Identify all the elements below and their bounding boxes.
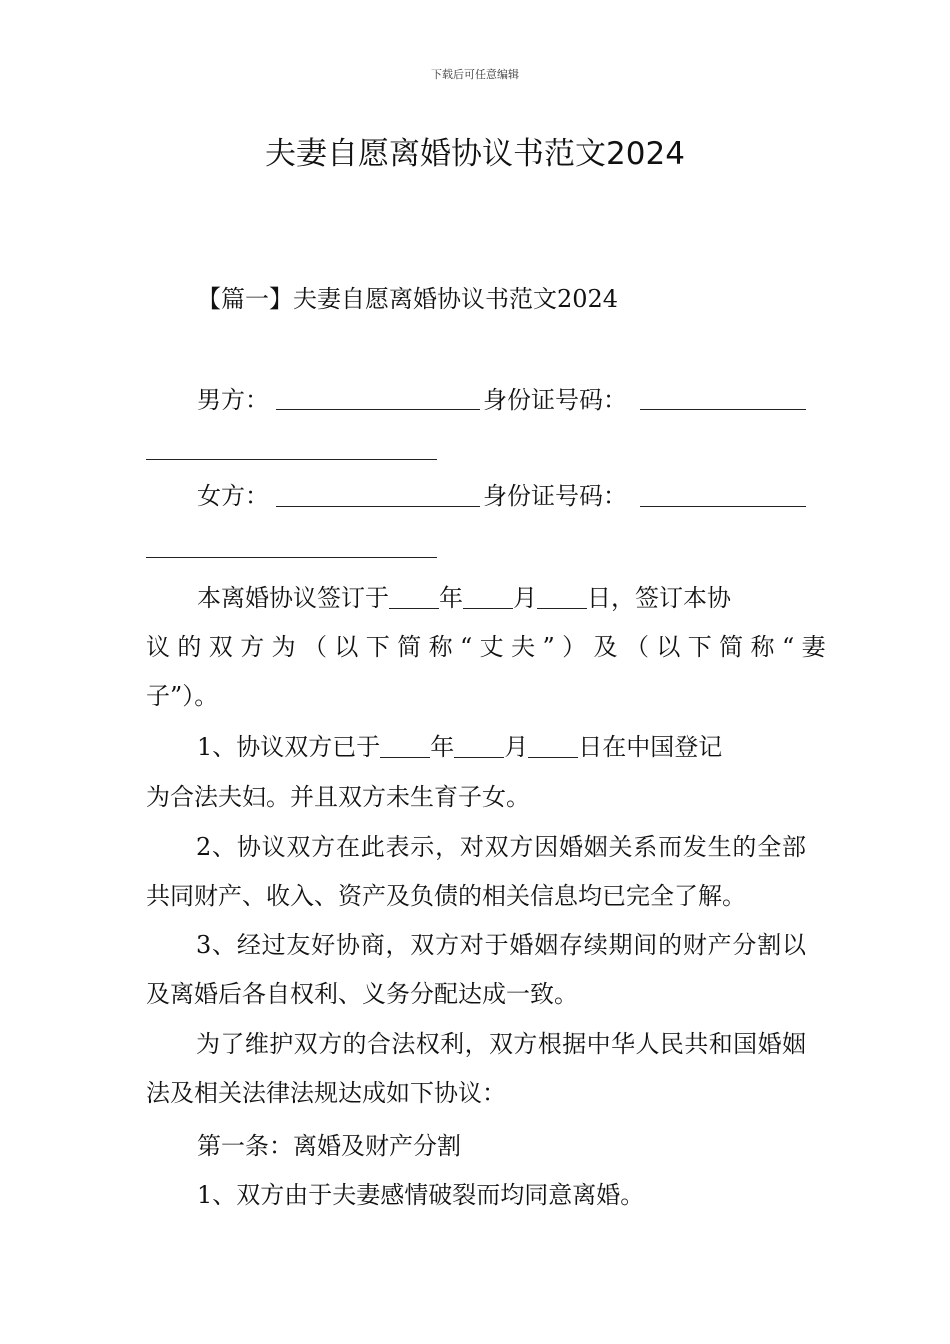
intro-day-text: 日，签订本协 [587,584,731,612]
female-id-blank-continued [146,557,437,558]
item-1-day-blank [528,735,578,758]
purpose-paragraph: 为了维护双方的合法权利，双方根据中华人民共和国婚姻法及相关法律法规达成如下协议： [146,1030,806,1107]
item-1-year-label: 年 [430,733,455,761]
year-label: 年 [439,584,463,612]
intro-text-start: 本离婚协议签订于 [197,584,389,612]
date-day-blank [537,586,587,609]
male-id-blank-continued [146,459,437,460]
item-3: 3、经过友好协商，双方对于婚姻存续期间的财产分割以及离婚后各自权利、义务分配达成一致。 [146,931,806,1008]
month-label: 月 [513,584,537,612]
date-month-blank [463,586,513,609]
item-1-year-blank [380,735,430,758]
document-title: 夫妻自愿离婚协议书范文2024 [265,136,685,172]
female-name-blank [276,506,480,507]
male-id-blank [640,409,806,410]
male-name-blank [276,409,480,410]
intro-line-2: 议的双方为（以下简称“丈夫”）及（以下简称“妻 [146,633,834,661]
item-1-month-label: 月 [504,733,529,761]
male-id-label: 身份证号码： [483,386,627,414]
header-note: 下载后可任意编辑 [431,68,519,81]
item-1-text-start: 1、协议双方已于 [197,733,381,761]
item-1-line-2: 为合法夫妇。并且双方未生育子女。 [146,783,530,811]
item-1-month-blank [454,735,504,758]
article-1-item-1: 1、双方由于夫妻感情破裂而均同意离婚。 [197,1181,645,1209]
male-party-label: 男方： [197,386,269,414]
intro-line-1 [197,583,731,613]
section-heading: 【篇一】夫妻自愿离婚协议书范文2024 [197,285,619,313]
female-party-label: 女方： [197,482,269,510]
item-1-line-1 [197,732,722,762]
item-1-day-text: 日在中国登记 [578,733,723,761]
date-year-blank [389,586,439,609]
female-id-label: 身份证号码： [483,482,627,510]
item-2: 2、协议双方在此表示，对双方因婚姻关系而发生的全部共同财产、收入、资产及负债的相关信息均已完全了解。 [146,833,806,910]
intro-line-3: 子”）。 [146,682,219,710]
female-id-blank [640,506,806,507]
article-1-heading: 第一条：离婚及财产分割 [197,1132,461,1160]
